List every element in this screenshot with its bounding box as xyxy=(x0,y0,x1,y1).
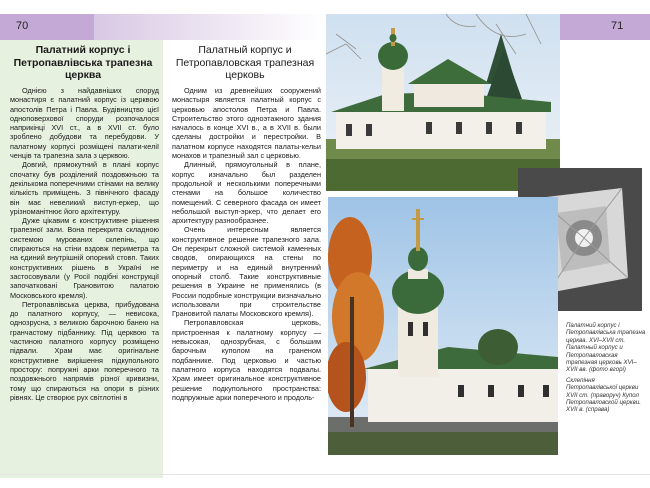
right-header-bar xyxy=(560,14,650,40)
russian-text-column xyxy=(172,86,321,402)
caption-paragraph: Палатний корпус і Петропавлівська трапезна церква. XVI–XVII ст. Палатный корпус и Петропавловская трапезная церковь XVI–XVII вв. (фото вгорі) xyxy=(566,322,646,374)
russian-paragraph: Одним из древнейших сооружений монастыря является палатный корпус с церковью апостолов Петра и Павла. Строительство этого одноэтажного здания началось в конце XVI в., а в XVII в. были сделаны достройки и перестройки. В палатном корпусе находятся палаты-кельи монахов и трапезный зал с церковью. xyxy=(172,86,321,161)
russian-paragraph: Петропавловская церковь, пристроенная к палатному корпусу — невысокая, однозрубная, с большим барочным куполом на граненом подбаннике. Под церковью и частью палатного корпуса находятся подвалы. Храм имеет оригинальное конструктивное решение подкупольного пространства: подпружные арки поперечного и продоль- xyxy=(172,318,321,402)
ukrainian-text-column xyxy=(10,86,159,402)
photo-palace-building xyxy=(326,14,560,191)
page-number-right: 71 xyxy=(611,20,624,32)
photo-caption xyxy=(566,322,646,417)
photo-church xyxy=(328,197,558,455)
left-header-fade xyxy=(94,14,324,40)
ukrainian-paragraph: Петропавлівська церква, прибудована до палатного корпусу, — невисока, однозрусна, з великою барочною банею на гранчастому підбаннику. Під церквою та частиною палатного корпусу розміщено підвали. Храм має оригінальне конструктивне вирішення підкупольного простору: попружні арки поперечного та поздовжнього напрямів різної кривизни, тому що спираються на опори в різних рівнях. Це створює рух світлотіні в xyxy=(10,299,159,402)
russian-paragraph: Очень интересным является конструктивное решение трапезного зала. Он перекрыт сложной системой каменных сводов, опирающихся на стены по периметру и на единый внутренний опорный столб. Такие конструктивные решения в Украине не применялись (в России подобные конструкции визначально использовали при строительстве Грановитой палаты Московского кремля). xyxy=(172,225,321,319)
left-header-bar xyxy=(0,14,94,40)
ukrainian-heading: Палатний корпус і Петропавлівська трапезна церква xyxy=(13,44,153,81)
caption-paragraph: Склепіння Петропавлівської церкви XVII ст. (праворуч) Купол Петропавловской церкви. XVII в. (справа) xyxy=(566,376,641,414)
ukrainian-paragraph: Довгий, прямокутний в плані корпус спочатку був розділений поздовжньою та декількома поперечними стінами на велику кількість приміщень. З північного фасаду він має невеликий виступ-еркер, що урізноманітнює його архітектуру. xyxy=(10,160,159,216)
russian-paragraph: Длинный, прямоугольный в плане, корпус изначально был разделен продольной и несколькими поперечными стенами на большое количество помещений. С северного фасада он имеет небольшой выступ-эркер, что делает его архитектуру разнообразнее. xyxy=(172,160,321,226)
page-bottom-divider xyxy=(0,474,650,475)
ukrainian-paragraph: Однією з найдавніших споруд монастиря є палатний корпус із церквою апостолів Петра і Павла. Будівництво цієї одноповерхової споруди розпочалося наприкінці XVI ст., а в XVII ст. було зроблено добудови та перебудови. У палатному корпусі розміщені палати-келії ченців та трапезна зала з церквою. xyxy=(10,86,159,161)
ukrainian-paragraph: Дуже цікавим є конструктивне рішення трапезної зали. Вона перекрита складною системою мурованих склепінь, що спираються на стіни вздовж периметра та на єдиний внутрішній опорний стовп. Таких конструктивних рішень в Україні не застосовували (у Росії подібні конструкції започатковані Грановитою палатою Московського кремля). xyxy=(10,216,159,300)
russian-heading: Палатный корпус и Петропавловская трапезная церковь xyxy=(175,44,315,81)
page-number-left: 70 xyxy=(16,20,29,32)
